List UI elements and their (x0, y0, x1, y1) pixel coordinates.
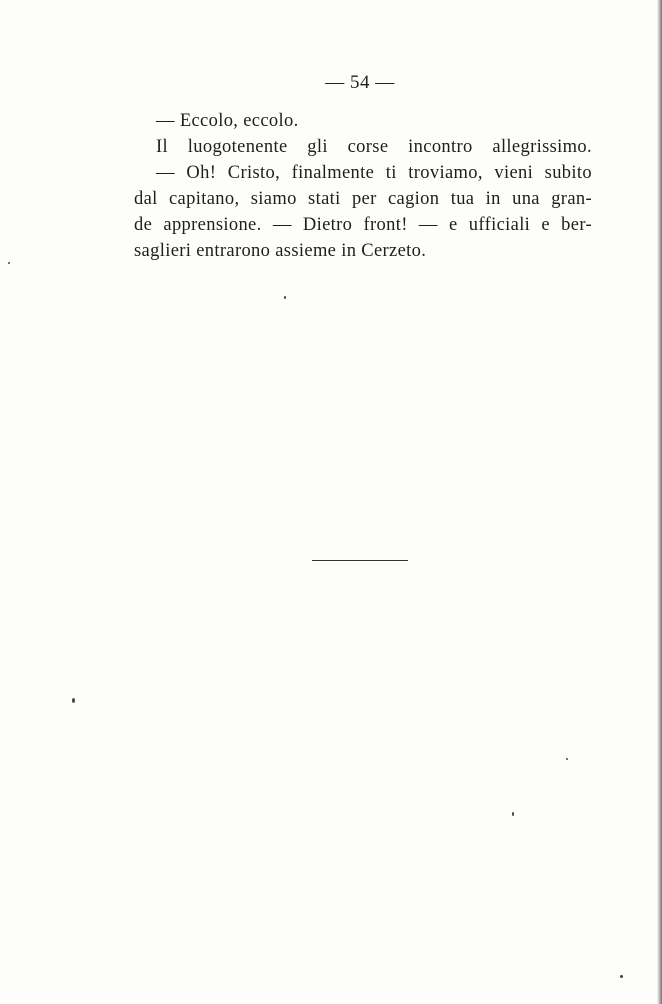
scan-speck (284, 296, 286, 299)
end-of-chapter-rule (312, 560, 408, 561)
text-line-1: — Eccolo, eccolo. (156, 111, 299, 131)
text-line-5: de apprensione. — Dietro front! — e ufficiali e ber- (134, 215, 592, 235)
scan-speck (566, 758, 568, 760)
text-line-4: dal capitano, siamo stati per cagion tua in una gran- (134, 189, 592, 209)
body-text (134, 108, 592, 264)
text-line-2: Il luogotenente gli corse incontro allegrissimo. (156, 137, 592, 157)
text-line-3: — Oh! Cristo, finalmente ti troviamo, vieni subito (156, 163, 592, 183)
page-edge-shadow (657, 0, 662, 1004)
page-number: — 54 — (325, 72, 395, 93)
scan-speck (512, 812, 514, 816)
scan-speck (72, 698, 75, 703)
scan-speck (620, 975, 623, 978)
text-line-6: saglieri entrarono assieme in Cerzeto. (134, 241, 427, 261)
scan-speck (8, 262, 10, 264)
